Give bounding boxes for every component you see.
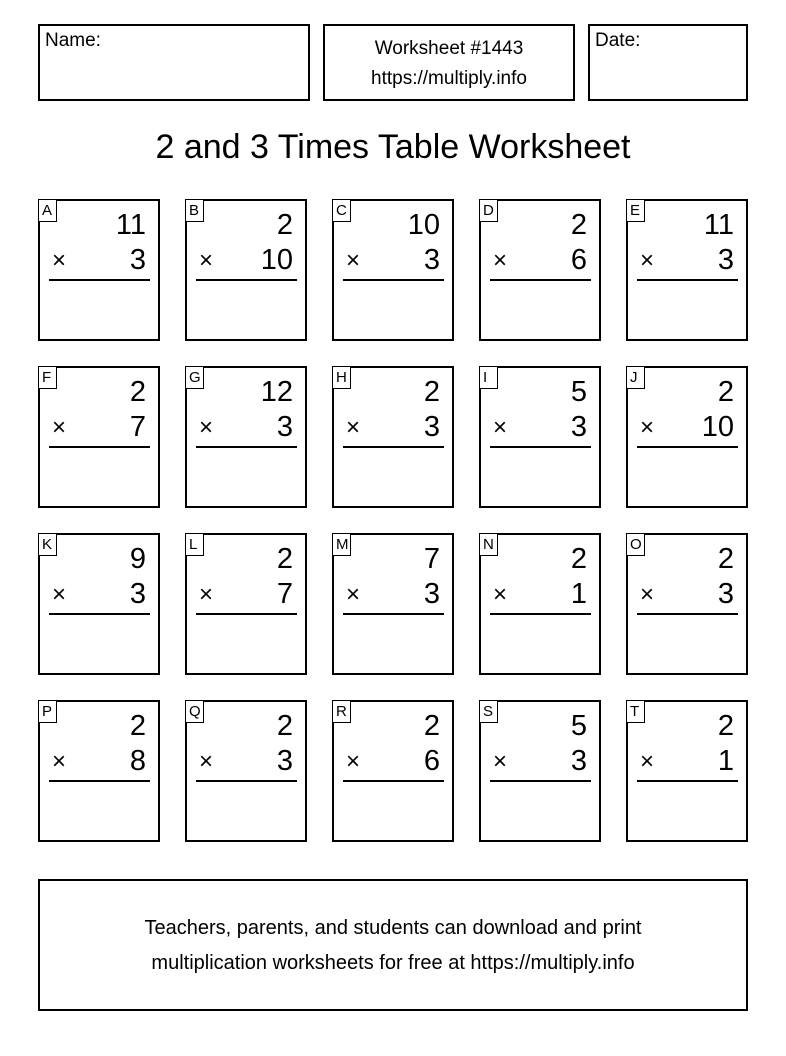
problem-multiplicand: 2 bbox=[129, 710, 146, 742]
name-label: Name: bbox=[45, 30, 101, 51]
problem-label: J bbox=[626, 366, 645, 389]
multiply-sign: × bbox=[199, 414, 214, 441]
multiply-sign: × bbox=[493, 414, 508, 441]
name-box[interactable] bbox=[38, 24, 310, 101]
multiply-sign: × bbox=[52, 414, 67, 441]
multiply-sign: × bbox=[640, 414, 655, 441]
problem-multiplier: 3 bbox=[276, 745, 293, 777]
date-box[interactable] bbox=[588, 24, 748, 101]
problem-multiplicand: 2 bbox=[276, 209, 293, 241]
problem-card[interactable] bbox=[185, 700, 307, 842]
problem-multiplicand: 2 bbox=[570, 209, 587, 241]
multiply-sign: × bbox=[199, 748, 214, 775]
answer-line bbox=[637, 279, 738, 281]
problem-multiplicand: 2 bbox=[717, 543, 734, 575]
multiply-sign: × bbox=[52, 581, 67, 608]
multiply-sign: × bbox=[52, 247, 67, 274]
footer-line-2: multiplication worksheets for free at https://multiply.info bbox=[151, 952, 635, 974]
answer-line bbox=[196, 613, 297, 615]
answer-line bbox=[49, 780, 150, 782]
problem-multiplier: 6 bbox=[570, 244, 587, 276]
multiply-sign: × bbox=[199, 581, 214, 608]
multiply-sign: × bbox=[346, 748, 361, 775]
answer-line bbox=[196, 279, 297, 281]
problem-card[interactable] bbox=[332, 199, 454, 341]
problem-multiplier: 1 bbox=[570, 578, 587, 610]
problem-card[interactable] bbox=[185, 199, 307, 341]
problem-card[interactable] bbox=[38, 533, 160, 675]
problem-label: S bbox=[479, 700, 498, 723]
answer-line bbox=[343, 613, 444, 615]
problem-multiplicand: 2 bbox=[276, 543, 293, 575]
problem-card[interactable] bbox=[185, 366, 307, 508]
footer-line-1: Teachers, parents, and students can download and print bbox=[144, 917, 642, 939]
problem-label: G bbox=[185, 366, 204, 389]
problem-multiplier: 3 bbox=[423, 578, 440, 610]
problem-multiplicand: 2 bbox=[717, 710, 734, 742]
problem-multiplier: 7 bbox=[129, 411, 146, 443]
problem-multiplier: 3 bbox=[570, 411, 587, 443]
answer-line bbox=[637, 613, 738, 615]
problem-label: F bbox=[38, 366, 57, 389]
worksheet-url[interactable]: https://multiply.info bbox=[371, 68, 527, 89]
answer-line bbox=[490, 279, 591, 281]
problem-label: I bbox=[479, 366, 498, 389]
problem-multiplicand: 10 bbox=[407, 209, 440, 241]
problem-multiplier: 3 bbox=[423, 411, 440, 443]
answer-line bbox=[196, 780, 297, 782]
problem-card[interactable] bbox=[38, 366, 160, 508]
problem-card[interactable] bbox=[332, 366, 454, 508]
problem-multiplier: 3 bbox=[129, 578, 146, 610]
problem-card[interactable] bbox=[38, 700, 160, 842]
problem-multiplicand: 2 bbox=[129, 376, 146, 408]
multiply-sign: × bbox=[640, 748, 655, 775]
answer-line bbox=[343, 780, 444, 782]
problem-label: K bbox=[38, 533, 57, 556]
problem-card[interactable] bbox=[479, 700, 601, 842]
problem-card[interactable] bbox=[332, 700, 454, 842]
problem-multiplier: 3 bbox=[129, 244, 146, 276]
problem-label: D bbox=[479, 199, 498, 222]
problem-multiplicand: 2 bbox=[276, 710, 293, 742]
problem-multiplicand: 5 bbox=[570, 710, 587, 742]
answer-line bbox=[637, 446, 738, 448]
worksheet-info-box bbox=[323, 24, 575, 101]
answer-line bbox=[490, 613, 591, 615]
problem-multiplicand: 11 bbox=[703, 209, 734, 241]
problem-card[interactable] bbox=[479, 199, 601, 341]
multiply-sign: × bbox=[493, 247, 508, 274]
problem-multiplicand: 11 bbox=[115, 209, 146, 241]
problem-label: E bbox=[626, 199, 645, 222]
answer-line bbox=[49, 279, 150, 281]
problem-multiplier: 3 bbox=[717, 578, 734, 610]
page-title: 2 and 3 Times Table Worksheet bbox=[155, 128, 631, 166]
answer-line bbox=[490, 780, 591, 782]
problem-card[interactable] bbox=[185, 533, 307, 675]
problem-multiplier: 10 bbox=[260, 244, 293, 276]
multiply-sign: × bbox=[346, 247, 361, 274]
problem-multiplicand: 9 bbox=[129, 543, 146, 575]
problem-multiplicand: 2 bbox=[717, 376, 734, 408]
problem-label: R bbox=[332, 700, 351, 723]
problem-multiplier: 7 bbox=[276, 578, 293, 610]
problem-label: N bbox=[479, 533, 498, 556]
multiply-sign: × bbox=[640, 247, 655, 274]
problem-multiplier: 1 bbox=[717, 745, 734, 777]
problem-multiplicand: 2 bbox=[423, 710, 440, 742]
answer-line bbox=[49, 446, 150, 448]
answer-line bbox=[343, 279, 444, 281]
multiply-sign: × bbox=[199, 247, 214, 274]
answer-line bbox=[637, 780, 738, 782]
multiply-sign: × bbox=[493, 581, 508, 608]
problem-card[interactable] bbox=[479, 533, 601, 675]
multiply-sign: × bbox=[52, 748, 67, 775]
problem-label: B bbox=[185, 199, 204, 222]
problem-card[interactable] bbox=[38, 199, 160, 341]
problem-label: H bbox=[332, 366, 351, 389]
problem-multiplier: 8 bbox=[129, 745, 146, 777]
footer-box bbox=[38, 879, 748, 1011]
answer-line bbox=[343, 446, 444, 448]
problem-multiplier: 3 bbox=[423, 244, 440, 276]
problem-label: Q bbox=[185, 700, 204, 723]
answer-line bbox=[49, 613, 150, 615]
problem-multiplicand: 12 bbox=[260, 376, 293, 408]
problem-multiplier: 3 bbox=[717, 244, 734, 276]
problem-multiplier: 6 bbox=[423, 745, 440, 777]
multiply-sign: × bbox=[346, 581, 361, 608]
problem-card[interactable] bbox=[626, 199, 748, 341]
problem-multiplicand: 2 bbox=[570, 543, 587, 575]
worksheet-number: Worksheet #1443 bbox=[374, 38, 524, 59]
multiply-sign: × bbox=[640, 581, 655, 608]
problem-multiplicand: 7 bbox=[423, 543, 440, 575]
problem-card[interactable] bbox=[479, 366, 601, 508]
date-label: Date: bbox=[595, 30, 641, 51]
multiply-sign: × bbox=[493, 748, 508, 775]
problem-multiplier: 3 bbox=[570, 745, 587, 777]
problem-card[interactable] bbox=[626, 533, 748, 675]
problem-label: L bbox=[185, 533, 204, 556]
problem-label: C bbox=[332, 199, 351, 222]
problem-multiplicand: 5 bbox=[570, 376, 587, 408]
problem-multiplier: 3 bbox=[276, 411, 293, 443]
answer-line bbox=[196, 446, 297, 448]
problem-label: A bbox=[38, 199, 57, 222]
multiply-sign: × bbox=[346, 414, 361, 441]
problem-multiplicand: 2 bbox=[423, 376, 440, 408]
problem-label: T bbox=[626, 700, 645, 723]
answer-line bbox=[490, 446, 591, 448]
problem-label: P bbox=[38, 700, 57, 723]
problem-card[interactable] bbox=[626, 366, 748, 508]
problem-label: O bbox=[626, 533, 645, 556]
problem-card[interactable] bbox=[626, 700, 748, 842]
problem-label: M bbox=[332, 533, 351, 556]
problem-card[interactable] bbox=[332, 533, 454, 675]
problem-multiplier: 10 bbox=[701, 411, 734, 443]
